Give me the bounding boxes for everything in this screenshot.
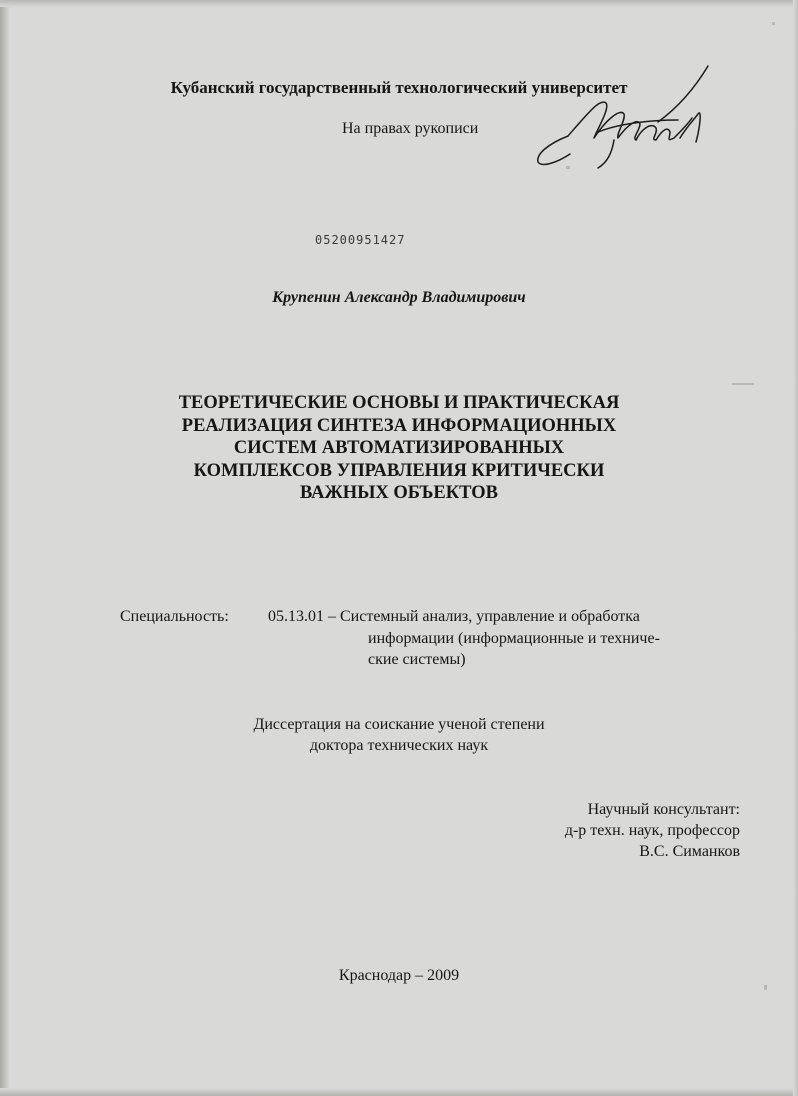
scan-edge-right <box>793 0 798 1096</box>
consultant-name: В.С. Симанков <box>639 843 740 860</box>
thesis-title-line: КОМПЛЕКСОВ УПРАВЛЕНИЯ КРИТИЧЕСКИ <box>193 460 605 481</box>
thesis-title-line: ВАЖНЫХ ОБЪЕКТОВ <box>299 483 499 503</box>
specialty-continuation <box>368 629 660 670</box>
specialty-label: Специальность: <box>120 608 229 625</box>
thesis-title-line: ТЕОРЕТИЧЕСКИЕ ОСНОВЫ И ПРАКТИЧЕСКАЯ <box>178 393 620 413</box>
scan-speck <box>732 383 754 385</box>
specialty-code-line: 05.13.01 – Системный анализ, управление и обработка <box>268 608 640 625</box>
scan-edge-left <box>0 0 10 1096</box>
specialty-continuation-line: ские системы) <box>368 650 466 668</box>
handwritten-signature <box>528 58 718 178</box>
city-year: Краснодар – 2009 <box>338 967 460 984</box>
manuscript-note: На правах рукописи <box>342 120 479 137</box>
degree-line: Диссертация на соискание ученой степени <box>253 716 545 733</box>
scan-edge-bottom <box>0 1088 798 1096</box>
specialty-continuation-line: информации (информационные и техниче- <box>368 630 660 647</box>
degree-line: доктора технических наук <box>309 737 489 754</box>
document-number: 05200951427 <box>315 233 406 247</box>
author-name: Крупенин Александр Владимирович <box>272 289 526 306</box>
scan-speck <box>772 22 775 25</box>
scan-edge-top <box>0 0 798 7</box>
thesis-title-line: РЕАЛИЗАЦИЯ СИНТЕЗА ИНФОРМАЦИОННЫХ <box>181 415 617 436</box>
scan-speck <box>764 985 767 990</box>
university-name: Кубанский государственный технологический университет <box>170 78 628 97</box>
thesis-title-line: СИСТЕМ АВТОМАТИЗИРОВАННЫХ <box>233 438 565 458</box>
degree-statement <box>0 714 798 756</box>
consultant-heading: Научный консультант: <box>587 801 740 818</box>
consultant-degree: д-р техн. наук, профессор <box>564 822 740 839</box>
scientific-consultant <box>565 799 740 862</box>
thesis-title <box>0 392 798 505</box>
